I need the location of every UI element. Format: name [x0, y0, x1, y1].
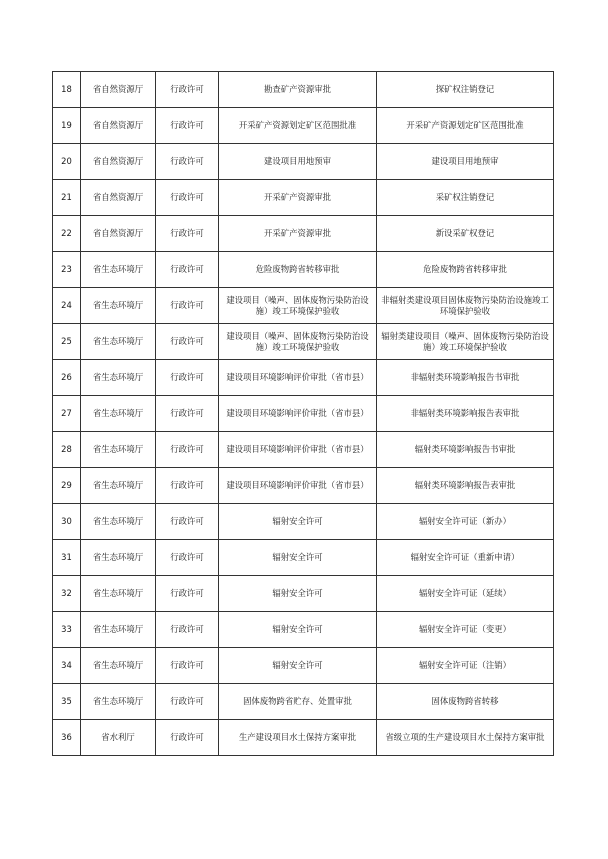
matter-type-cell: 行政许可 — [156, 576, 219, 612]
matter-type-cell: 行政许可 — [156, 324, 219, 360]
table-row — [53, 720, 554, 756]
sub-item-cell: 探矿权注销登记 — [377, 72, 554, 108]
department-cell: 省生态环境厅 — [81, 648, 156, 684]
approval-item-cell: 建设项目环境影响评价审批（省市县） — [219, 396, 377, 432]
row-number-cell: 27 — [53, 396, 81, 432]
sub-item-cell: 辐射安全许可证（新办） — [377, 504, 554, 540]
matter-type-cell: 行政许可 — [156, 648, 219, 684]
row-number-cell: 28 — [53, 432, 81, 468]
sub-item-cell: 辐射类环境影响报告表审批 — [377, 468, 554, 504]
department-cell: 省生态环境厅 — [81, 504, 156, 540]
sub-item-cell: 开采矿产资源划定矿区范围批准 — [377, 108, 554, 144]
department-cell: 省生态环境厅 — [81, 684, 156, 720]
table-row — [53, 108, 554, 144]
matter-type-cell: 行政许可 — [156, 72, 219, 108]
approval-item-cell: 辐射安全许可 — [219, 648, 377, 684]
matter-type-cell: 行政许可 — [156, 612, 219, 648]
sub-item-cell: 辐射类环境影响报告书审批 — [377, 432, 554, 468]
row-number-cell: 32 — [53, 576, 81, 612]
table-row — [53, 180, 554, 216]
matter-type-cell: 行政许可 — [156, 252, 219, 288]
row-number-cell: 36 — [53, 720, 81, 756]
matter-type-cell: 行政许可 — [156, 468, 219, 504]
department-cell: 省自然资源厅 — [81, 108, 156, 144]
row-number-cell: 18 — [53, 72, 81, 108]
table-row — [53, 468, 554, 504]
matter-type-cell: 行政许可 — [156, 684, 219, 720]
matter-type-cell: 行政许可 — [156, 720, 219, 756]
row-number-cell: 33 — [53, 612, 81, 648]
approval-item-cell: 辐射安全许可 — [219, 576, 377, 612]
matter-type-cell: 行政许可 — [156, 432, 219, 468]
department-cell: 省生态环境厅 — [81, 360, 156, 396]
approval-item-cell: 勘查矿产资源审批 — [219, 72, 377, 108]
matter-type-cell: 行政许可 — [156, 504, 219, 540]
sub-item-cell: 辐射安全许可证（重新申请） — [377, 540, 554, 576]
table-row — [53, 144, 554, 180]
row-number-cell: 21 — [53, 180, 81, 216]
approval-item-cell: 开采矿产资源审批 — [219, 216, 377, 252]
row-number-cell: 31 — [53, 540, 81, 576]
sub-item-cell: 辐射类建设项目（噪声、固体废物污染防治设施）竣工环境保护验收 — [377, 324, 554, 360]
approval-item-cell: 建设项目（噪声、固体废物污染防治设施）竣工环境保护验收 — [219, 324, 377, 360]
department-cell: 省生态环境厅 — [81, 540, 156, 576]
sub-item-cell: 非辐射类环境影响报告表审批 — [377, 396, 554, 432]
row-number-cell: 26 — [53, 360, 81, 396]
row-number-cell: 20 — [53, 144, 81, 180]
sub-item-cell: 非辐射类环境影响报告书审批 — [377, 360, 554, 396]
sub-item-cell: 建设项目用地预审 — [377, 144, 554, 180]
department-cell: 省自然资源厅 — [81, 216, 156, 252]
matter-type-cell: 行政许可 — [156, 360, 219, 396]
row-number-cell: 25 — [53, 324, 81, 360]
approval-item-cell: 辐射安全许可 — [219, 612, 377, 648]
sub-item-cell: 新设采矿权登记 — [377, 216, 554, 252]
table-row — [53, 360, 554, 396]
row-number-cell: 23 — [53, 252, 81, 288]
department-cell: 省自然资源厅 — [81, 180, 156, 216]
approval-item-cell: 建设项目（噪声、固体废物污染防治设施）竣工环境保护验收 — [219, 288, 377, 324]
table-row — [53, 252, 554, 288]
department-cell: 省生态环境厅 — [81, 396, 156, 432]
table-body — [53, 72, 554, 756]
department-cell: 省生态环境厅 — [81, 576, 156, 612]
row-number-cell: 30 — [53, 504, 81, 540]
approval-item-cell: 固体废物跨省贮存、处置审批 — [219, 684, 377, 720]
sub-item-cell: 固体废物跨省转移 — [377, 684, 554, 720]
approval-item-cell: 辐射安全许可 — [219, 540, 377, 576]
table-row — [53, 576, 554, 612]
row-number-cell: 24 — [53, 288, 81, 324]
approval-item-cell: 建设项目环境影响评价审批（省市县） — [219, 432, 377, 468]
approval-item-cell: 建设项目环境影响评价审批（省市县） — [219, 468, 377, 504]
approval-item-cell: 生产建设项目水土保持方案审批 — [219, 720, 377, 756]
table-row — [53, 540, 554, 576]
matter-type-cell: 行政许可 — [156, 108, 219, 144]
matter-type-cell: 行政许可 — [156, 144, 219, 180]
matter-type-cell: 行政许可 — [156, 216, 219, 252]
approval-items-table — [52, 71, 554, 756]
table-row — [53, 288, 554, 324]
table-row — [53, 684, 554, 720]
sub-item-cell: 非辐射类建设项目固体废物污染防治设施竣工环境保护验收 — [377, 288, 554, 324]
approval-item-cell: 开采矿产资源划定矿区范围批准 — [219, 108, 377, 144]
approval-item-cell: 建设项目用地预审 — [219, 144, 377, 180]
table-row — [53, 216, 554, 252]
row-number-cell: 34 — [53, 648, 81, 684]
sub-item-cell: 辐射安全许可证（变更） — [377, 612, 554, 648]
approval-item-cell: 开采矿产资源审批 — [219, 180, 377, 216]
matter-type-cell: 行政许可 — [156, 396, 219, 432]
table-row — [53, 72, 554, 108]
matter-type-cell: 行政许可 — [156, 540, 219, 576]
row-number-cell: 35 — [53, 684, 81, 720]
table-row — [53, 648, 554, 684]
department-cell: 省水利厅 — [81, 720, 156, 756]
table-row — [53, 324, 554, 360]
department-cell: 省生态环境厅 — [81, 324, 156, 360]
department-cell: 省生态环境厅 — [81, 468, 156, 504]
table-row — [53, 504, 554, 540]
approval-item-cell: 辐射安全许可 — [219, 504, 377, 540]
sub-item-cell: 危险废物跨省转移审批 — [377, 252, 554, 288]
row-number-cell: 19 — [53, 108, 81, 144]
approval-item-cell: 建设项目环境影响评价审批（省市县） — [219, 360, 377, 396]
department-cell: 省自然资源厅 — [81, 72, 156, 108]
sub-item-cell: 辐射安全许可证（延续） — [377, 576, 554, 612]
sub-item-cell: 辐射安全许可证（注销） — [377, 648, 554, 684]
row-number-cell: 22 — [53, 216, 81, 252]
department-cell: 省生态环境厅 — [81, 288, 156, 324]
department-cell: 省生态环境厅 — [81, 612, 156, 648]
matter-type-cell: 行政许可 — [156, 180, 219, 216]
sub-item-cell: 采矿权注销登记 — [377, 180, 554, 216]
department-cell: 省自然资源厅 — [81, 144, 156, 180]
department-cell: 省生态环境厅 — [81, 252, 156, 288]
table-row — [53, 396, 554, 432]
department-cell: 省生态环境厅 — [81, 432, 156, 468]
sub-item-cell: 省级立项的生产建设项目水土保持方案审批 — [377, 720, 554, 756]
table-row — [53, 432, 554, 468]
matter-type-cell: 行政许可 — [156, 288, 219, 324]
table-row — [53, 612, 554, 648]
approval-item-cell: 危险废物跨省转移审批 — [219, 252, 377, 288]
row-number-cell: 29 — [53, 468, 81, 504]
